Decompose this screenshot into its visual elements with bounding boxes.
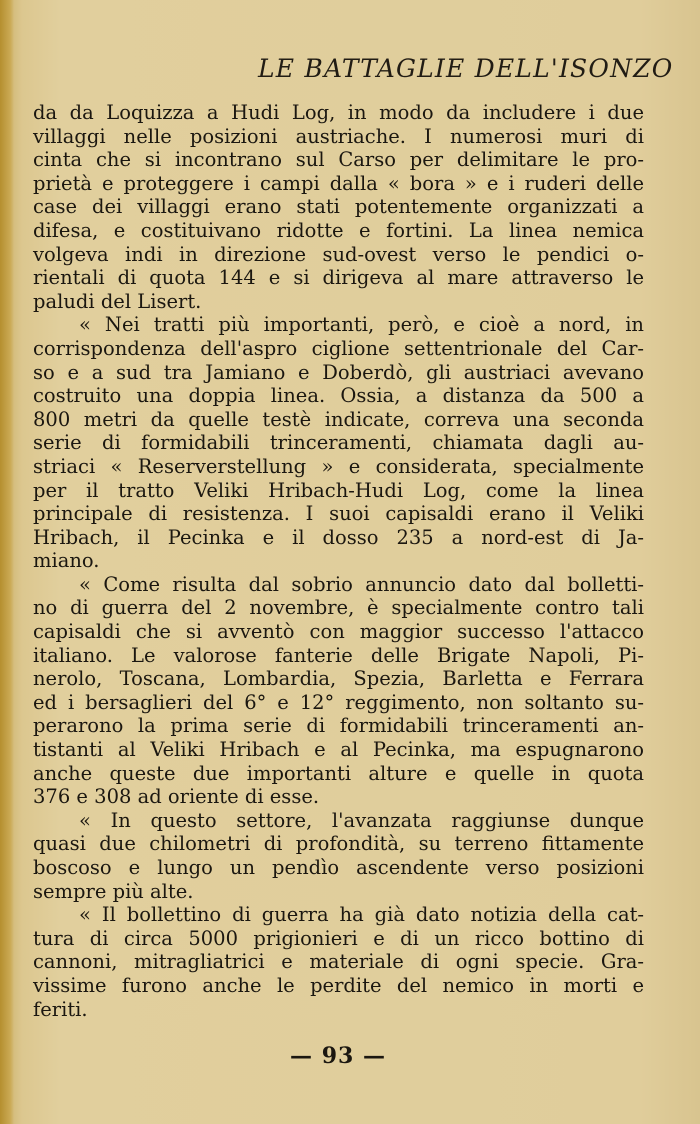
- text-line: serie di formidabili trinceramenti, chiamata dagli au-: [33, 431, 644, 455]
- text-line: da da Loquizza a Hudi Log, in modo da includere i due: [33, 101, 644, 124]
- paragraph: [33, 101, 644, 313]
- text-line: rientali di quota 144 e si dirigeva al mare attraverso le: [33, 266, 644, 290]
- text-line: « Il bollettino di guerra ha già dato notizia della cat-: [79, 903, 644, 927]
- text-line: italiano. Le valorose fanterie delle Brigate Napoli, Pi-: [33, 643, 644, 667]
- text-line: boscoso e lungo un pendìo ascendente verso posizioni: [33, 856, 644, 879]
- text-line: difesa, e costituivano ridotte e fortini. La linea nemica: [33, 218, 644, 242]
- text-line: « In questo settore, l'avanzata raggiunse dunque: [79, 808, 644, 832]
- text-line: principale di resistenza. I suoi capisaldi erano il Veliki: [33, 502, 644, 526]
- text-line: anche queste due importanti alture e quelle in quota: [33, 761, 644, 785]
- text-line: paludi del Lisert.: [33, 289, 202, 313]
- text-line: striaci « Reserverstellung » e considerata, specialmente: [33, 454, 644, 478]
- text-line: prietà e proteggere i campi dalla « bora » e i ruderi delle: [33, 171, 644, 195]
- text-line: feriti.: [33, 997, 88, 1021]
- text-line: villaggi nelle posizioni austriache. I numerosi muri di: [33, 124, 644, 148]
- paragraph: [33, 903, 644, 1021]
- text-line: so e a sud tra Jamiano e Doberdò, gli austriaci avevano: [33, 360, 644, 384]
- text-line: cannoni, mitragliatrici e materiale di ogni specie. Gra-: [33, 950, 644, 974]
- text-line: tura di circa 5000 prigionieri e di un ricco bottino di: [33, 926, 644, 950]
- paragraph: [33, 573, 644, 809]
- paragraph: [33, 313, 644, 573]
- text-line: no di guerra del 2 novembre, è specialmente contro tali: [33, 596, 644, 620]
- text-line: sempre più alte.: [33, 879, 194, 903]
- page-number: — 93 —: [290, 1043, 386, 1069]
- text-line: Hribach, il Pecinka e il dosso 235 a nord-est di Ja-: [33, 525, 644, 549]
- text-line: 800 metri da quelle testè indicate, correva una seconda: [33, 407, 644, 431]
- text-line: tistanti al Veliki Hribach e al Pecinka, ma espugnarono: [33, 738, 644, 762]
- spine-shadow: [0, 0, 14, 1124]
- text-line: perarono la prima serie di formidabili trinceramenti an-: [33, 714, 644, 738]
- text-line: case dei villaggi erano stati potentemente organizzati a: [33, 195, 644, 219]
- text-line: cinta che si incontrano sul Carso per delimitare le pro-: [33, 148, 644, 172]
- text-line: « Nei tratti più importanti, però, e cioè a nord, in: [79, 313, 644, 337]
- text-line: quasi due chilometri di profondità, su terreno fittamente: [33, 832, 644, 856]
- text-line: costruito una doppia linea. Ossia, a distanza da 500 a: [33, 384, 644, 408]
- text-line: « Come risulta dal sobrio annuncio dato dal bolletti-: [79, 572, 644, 596]
- paragraph: [33, 809, 644, 903]
- text-line: volgeva indi in direzione sud-ovest verso le pendici o-: [33, 242, 644, 266]
- running-head: LE BATTAGLIE DELL'ISONZO: [258, 54, 674, 83]
- text-line: vissime furono anche le perdite del nemico in morti e: [33, 973, 644, 997]
- text-line: miano.: [33, 549, 100, 573]
- text-line: nerolo, Toscana, Lombardia, Spezia, Barletta e Ferrara: [33, 667, 644, 691]
- text-line: capisaldi che si avventò con maggior successo l'attacco: [33, 620, 644, 644]
- text-line: corrispondenza dell'aspro ciglione settentrionale del Car-: [33, 336, 644, 360]
- text-line: ed i bersaglieri del 6° e 12° reggimento, non soltanto su-: [33, 690, 644, 714]
- text-line: 376 e 308 ad oriente di esse.: [33, 785, 320, 809]
- body-text: [33, 101, 644, 1021]
- text-line: per il tratto Veliki Hribach-Hudi Log, come la linea: [33, 478, 644, 502]
